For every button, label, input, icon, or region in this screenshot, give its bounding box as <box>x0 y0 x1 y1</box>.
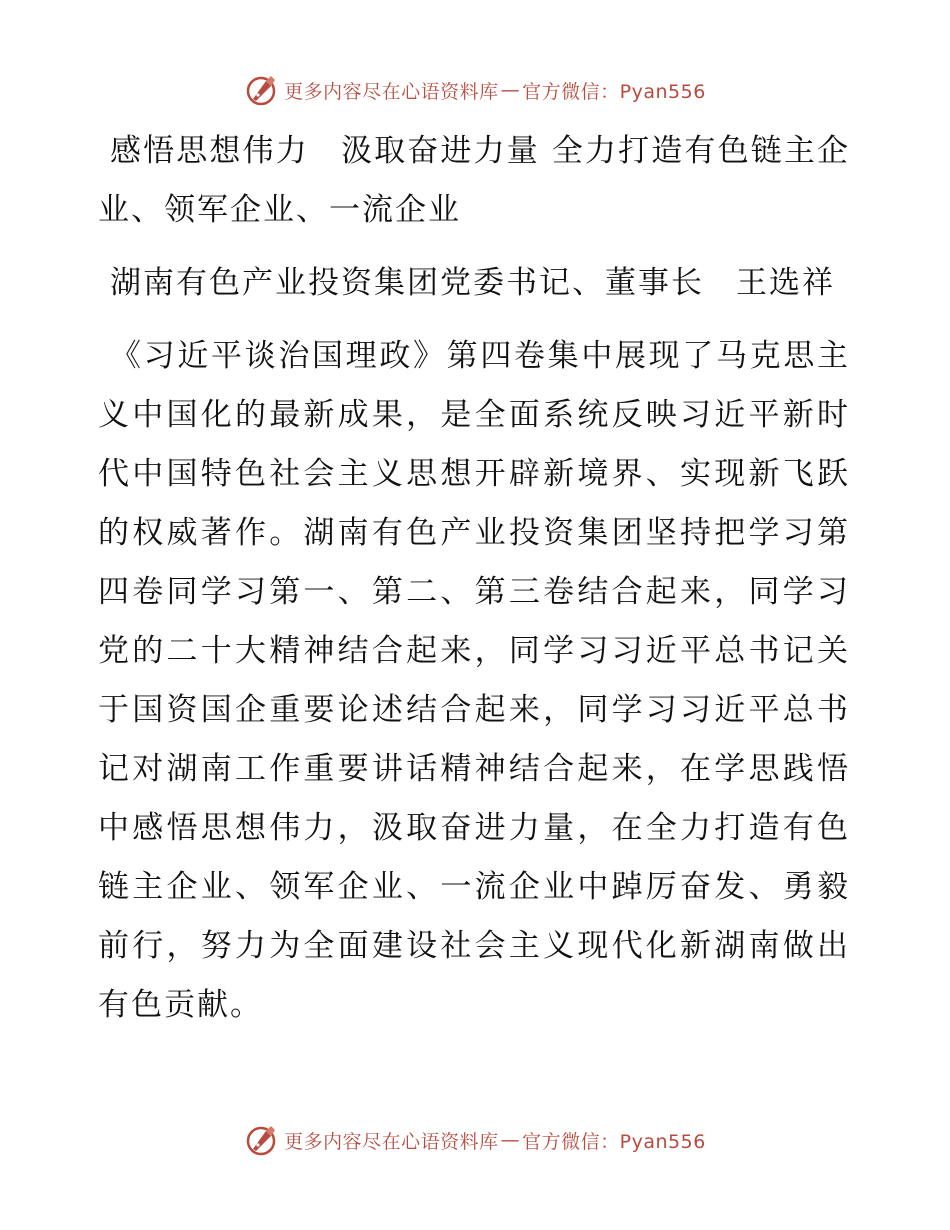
banner-wechat-text: 官方微信：Pyan556 <box>522 80 706 103</box>
footer-banner <box>0 1120 950 1160</box>
author-name: 王选祥 <box>736 265 835 301</box>
document-body <box>98 122 850 1035</box>
author-line <box>98 254 850 313</box>
banner-separator: — <box>500 1129 521 1151</box>
body-paragraph: 《习近平谈治国理政》第四卷集中展现了马克思主义中国化的最新成果，是全面系统反映习近平新时代中国特色社会主义思想开辟新境界、实现新飞跃的权威著作。湖南有色产业投资集团坚持把学习第四卷同学习第一、第二、第三卷结合起来，同学习党的二十大精神结合起来，同学习习近平总书记关于国资国企重要论述结合起来，同学习习近平总书记对湖南工作重要讲话精神结合起来，在学思践悟中感悟思想伟力，汲取奋进力量，在全力打造有色链主企业、领军企业、一流企业中踔厉奋发、勇毅前行，努力为全面建设社会主义现代化新湖南做出有色贡献。 <box>98 338 850 1023</box>
banner-site-text: 更多内容尽在心语资料库 <box>284 1130 499 1153</box>
title-part-1: 感悟思想伟力 <box>110 133 309 169</box>
document-title <box>98 122 850 240</box>
banner-separator: — <box>500 79 521 101</box>
author-role: 湖南有色产业投资集团党委书记、董事长 <box>110 265 704 301</box>
header-banner <box>0 70 950 110</box>
banner-wechat-text: 官方微信：Pyan556 <box>522 1130 706 1153</box>
title-part-2: 汲取奋进力量 全力打造有色链主企业、领军企业、一流企业 <box>98 133 850 228</box>
pen-nib-logo-icon <box>244 73 278 107</box>
banner-site-text: 更多内容尽在心语资料库 <box>284 80 499 103</box>
pen-nib-logo-icon <box>244 1123 278 1157</box>
